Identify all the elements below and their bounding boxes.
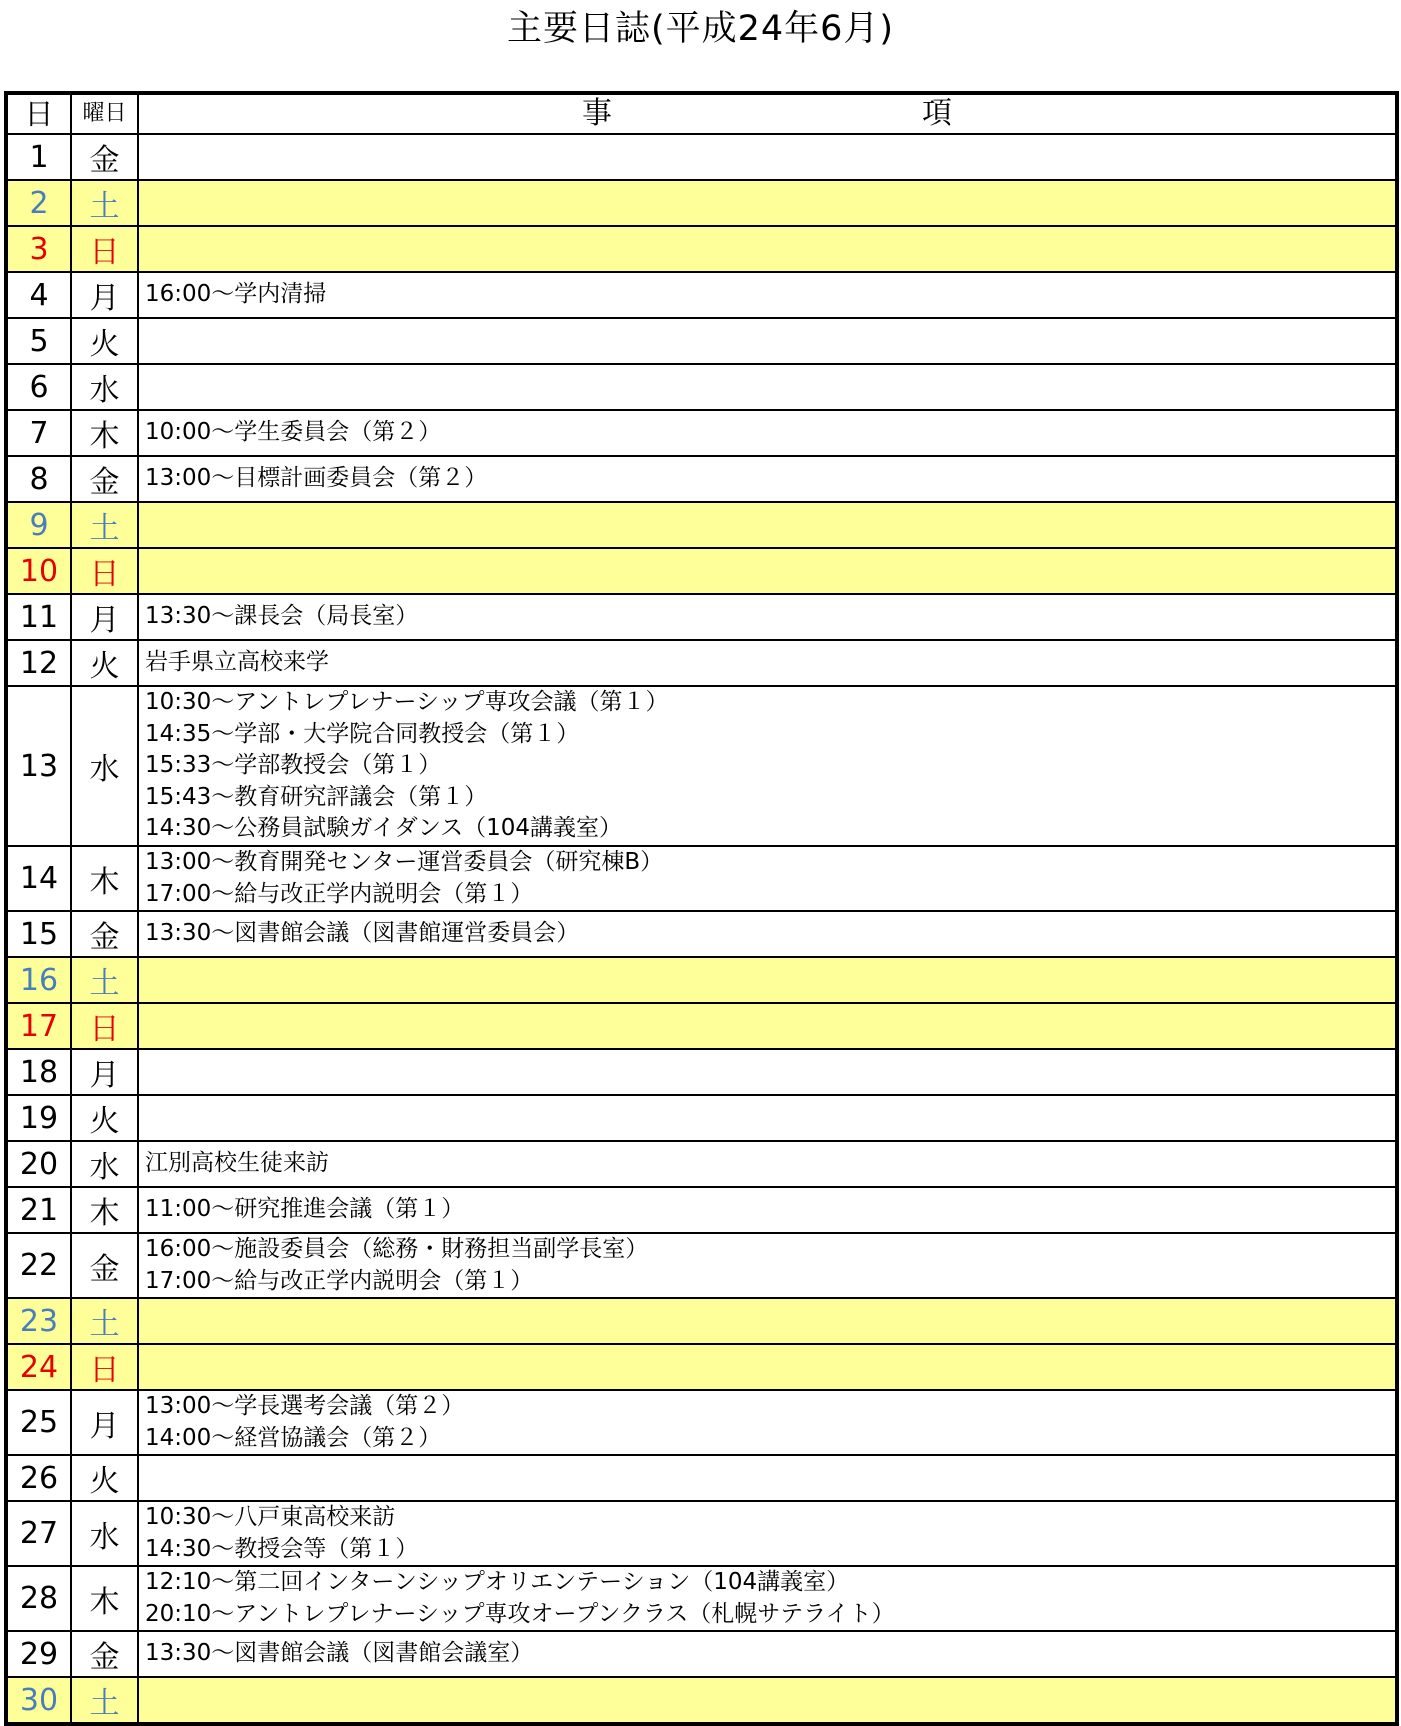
table-row [6, 502, 1397, 548]
weekday-cell: 木 [71, 1187, 138, 1233]
event-line: 13:00～目標計画委員会（第２） [145, 465, 488, 492]
weekday-cell: 月 [71, 594, 138, 640]
weekday-cell: 日 [71, 226, 138, 272]
events-cell [138, 502, 1397, 548]
weekday-column-header: 曜日 [71, 93, 138, 134]
events-column-header [138, 93, 1397, 134]
day-cell: 14 [6, 846, 71, 911]
day-cell: 9 [6, 502, 71, 548]
weekday-cell: 金 [71, 911, 138, 957]
table-row [6, 1049, 1397, 1095]
table-row [6, 1233, 1397, 1298]
events-cell [138, 1049, 1397, 1095]
day-cell: 27 [6, 1501, 71, 1566]
events-cell [138, 1233, 1397, 1298]
events-cell [138, 1566, 1397, 1631]
events-cell [138, 1390, 1397, 1455]
day-cell: 19 [6, 1095, 71, 1141]
events-cell [138, 134, 1397, 180]
events-cell [138, 1095, 1397, 1141]
weekday-cell: 木 [71, 1566, 138, 1631]
weekday-cell: 金 [71, 456, 138, 502]
event-line: 16:00～学内清掃 [145, 281, 327, 308]
day-cell: 3 [6, 226, 71, 272]
weekday-cell: 月 [71, 1390, 138, 1455]
table-row [6, 1095, 1397, 1141]
table-row [6, 1141, 1397, 1187]
weekday-cell: 火 [71, 1095, 138, 1141]
weekday-cell: 木 [71, 846, 138, 911]
events-cell [138, 957, 1397, 1003]
table-row [6, 272, 1397, 318]
event-line: 13:00～学長選考会議（第２） [145, 1393, 465, 1419]
diary-rows [6, 134, 1397, 1724]
events-cell [138, 226, 1397, 272]
weekday-cell: 土 [71, 957, 138, 1003]
event-line: 10:30～アントレプレナーシップ専攻会議（第１） [145, 689, 669, 716]
day-cell: 7 [6, 410, 71, 456]
event-line: 15:33～学部教授会（第１） [145, 752, 442, 779]
table-row [6, 134, 1397, 180]
diary-table [4, 91, 1399, 1726]
events-cell [138, 1455, 1397, 1501]
event-line: 16:00～施設委員会（総務・財務担当副学長室） [145, 1236, 649, 1262]
events-cell [138, 911, 1397, 957]
events-cell [138, 318, 1397, 364]
events-header-right: 項 [922, 96, 952, 131]
table-row [6, 957, 1397, 1003]
event-line: 10:00～学生委員会（第２） [145, 419, 442, 446]
table-row [6, 640, 1397, 686]
event-line: 13:30～課長会（局長室） [145, 603, 419, 630]
weekday-cell: 月 [71, 272, 138, 318]
table-row [6, 1677, 1397, 1724]
day-column-header: 日 [6, 93, 71, 134]
event-line: 10:30～八戸東高校来訪 [145, 1504, 396, 1530]
events-cell [138, 1298, 1397, 1344]
day-cell: 5 [6, 318, 71, 364]
events-cell [138, 1141, 1397, 1187]
table-row [6, 1566, 1397, 1631]
weekday-cell: 土 [71, 1298, 138, 1344]
day-cell: 25 [6, 1390, 71, 1455]
day-cell: 18 [6, 1049, 71, 1095]
event-line: 14:00～経営協議会（第２） [145, 1424, 442, 1451]
event-line: 20:10～アントレプレナーシップ専攻オープンクラス（札幌サテライト） [145, 1600, 895, 1627]
day-cell: 29 [6, 1631, 71, 1677]
weekday-cell: 土 [71, 502, 138, 548]
events-cell [138, 180, 1397, 226]
event-line: 13:00～教育開発センター運営委員会（研究棟B） [145, 849, 664, 875]
weekday-cell: 土 [71, 1677, 138, 1724]
weekday-cell: 火 [71, 318, 138, 364]
day-cell: 11 [6, 594, 71, 640]
table-row [6, 1390, 1397, 1455]
weekday-cell: 金 [71, 134, 138, 180]
event-line: 14:30～教授会等（第１） [145, 1535, 419, 1562]
event-line: 12:10～第二回インターンシップオリエンテーション（104講義室） [145, 1569, 850, 1595]
table-row [6, 846, 1397, 911]
table-row [6, 456, 1397, 502]
day-cell: 26 [6, 1455, 71, 1501]
day-cell: 1 [6, 134, 71, 180]
table-row [6, 1187, 1397, 1233]
day-cell: 20 [6, 1141, 71, 1187]
weekday-cell: 水 [71, 1501, 138, 1566]
day-cell: 16 [6, 957, 71, 1003]
weekday-cell: 日 [71, 1344, 138, 1390]
day-cell: 13 [6, 686, 71, 846]
weekday-cell: 水 [71, 1141, 138, 1187]
table-row [6, 1298, 1397, 1344]
events-cell [138, 594, 1397, 640]
event-line: 17:00～給与改正学内説明会（第１） [145, 1267, 534, 1294]
day-cell: 22 [6, 1233, 71, 1298]
day-cell: 23 [6, 1298, 71, 1344]
table-row [6, 911, 1397, 957]
day-cell: 28 [6, 1566, 71, 1631]
table-row [6, 686, 1397, 846]
header-row [6, 93, 1397, 134]
table-row [6, 180, 1397, 226]
event-line: 岩手県立高校来学 [145, 649, 329, 676]
table-row [6, 410, 1397, 456]
events-cell [138, 410, 1397, 456]
events-cell [138, 1344, 1397, 1390]
day-cell: 8 [6, 456, 71, 502]
day-cell: 12 [6, 640, 71, 686]
weekday-cell: 火 [71, 1455, 138, 1501]
table-row [6, 318, 1397, 364]
table-row [6, 226, 1397, 272]
event-line: 15:43～教育研究評議会（第１） [145, 783, 488, 810]
events-cell [138, 1631, 1397, 1677]
weekday-cell: 木 [71, 410, 138, 456]
events-cell [138, 640, 1397, 686]
weekday-cell: 日 [71, 1003, 138, 1049]
weekday-cell: 金 [71, 1631, 138, 1677]
weekday-cell: 金 [71, 1233, 138, 1298]
table-row [6, 1003, 1397, 1049]
weekday-cell: 日 [71, 548, 138, 594]
event-line: 13:30～図書館会議（図書館運営委員会） [145, 920, 580, 947]
table-row [6, 1631, 1397, 1677]
page-title: 主要日誌(平成24年6月) [506, 9, 895, 49]
table-row [6, 1455, 1397, 1501]
table-row [6, 594, 1397, 640]
events-cell [138, 1003, 1397, 1049]
weekday-cell: 土 [71, 180, 138, 226]
events-cell [138, 272, 1397, 318]
table-row [6, 548, 1397, 594]
day-cell: 24 [6, 1344, 71, 1390]
events-header-left: 事 [582, 96, 612, 131]
day-cell: 10 [6, 548, 71, 594]
events-cell [138, 456, 1397, 502]
event-line: 17:00～給与改正学内説明会（第１） [145, 880, 534, 907]
weekday-cell: 水 [71, 686, 138, 846]
table-row [6, 364, 1397, 410]
day-cell: 2 [6, 180, 71, 226]
day-cell: 30 [6, 1677, 71, 1724]
day-cell: 21 [6, 1187, 71, 1233]
event-line: 13:30～図書館会議（図書館会議室） [145, 1640, 534, 1667]
events-cell [138, 1501, 1397, 1566]
weekday-cell: 月 [71, 1049, 138, 1095]
day-cell: 15 [6, 911, 71, 957]
table-row [6, 1344, 1397, 1390]
day-cell: 6 [6, 364, 71, 410]
events-cell [138, 548, 1397, 594]
events-cell [138, 1187, 1397, 1233]
day-cell: 17 [6, 1003, 71, 1049]
events-cell [138, 846, 1397, 911]
event-line: 14:35～学部・大学院合同教授会（第１） [145, 720, 580, 747]
events-cell [138, 364, 1397, 410]
event-line: 14:30～公務員試験ガイダンス（104講義室） [145, 815, 623, 842]
events-cell [138, 1677, 1397, 1724]
weekday-cell: 火 [71, 640, 138, 686]
event-line: 11:00～研究推進会議（第１） [145, 1196, 465, 1223]
weekday-cell: 水 [71, 364, 138, 410]
day-cell: 4 [6, 272, 71, 318]
table-row [6, 1501, 1397, 1566]
event-line: 江別高校生徒来訪 [145, 1150, 329, 1177]
events-cell [138, 686, 1397, 846]
